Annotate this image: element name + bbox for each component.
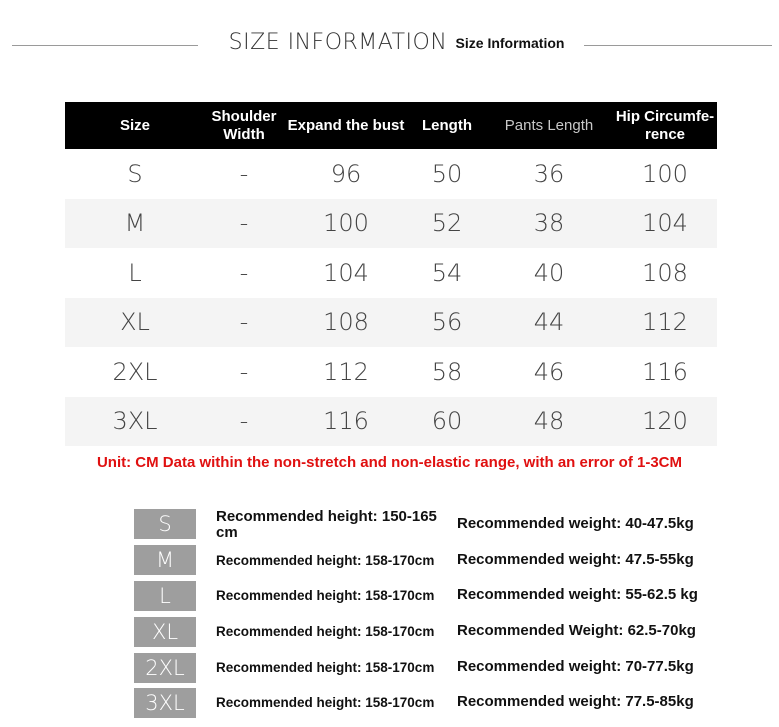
cell-bust: 108	[283, 298, 409, 348]
cell-shoulder: -	[205, 298, 283, 348]
column-header-pants-length: Pants Length	[485, 102, 613, 149]
column-header-length: Length	[409, 102, 485, 149]
cell-shoulder: -	[239, 357, 249, 386]
cell-pants-length: 40	[533, 258, 565, 287]
cell-length: 56	[409, 298, 485, 348]
recommended-height: Recommended height: 158-170cm	[216, 588, 435, 603]
recommended-height: Recommended height: 150-165 cm	[216, 508, 437, 541]
size-badge: M	[134, 545, 196, 575]
table-header-row	[65, 102, 717, 149]
recommendation-row	[0, 653, 779, 685]
recommendation-row	[0, 688, 779, 720]
cell-bust: 100	[283, 199, 409, 249]
cell-hip: 120	[613, 397, 717, 447]
header-divider-right	[584, 45, 772, 46]
cell-length: 52	[409, 199, 485, 249]
cell-bust: 96	[330, 159, 362, 188]
column-header-size: Size	[65, 102, 205, 149]
cell-pants-length: 48	[485, 397, 613, 447]
header-divider-left	[12, 45, 198, 46]
page-subtitle: Size Information	[455, 35, 565, 51]
column-header-shoulder-width: Shoulder Width	[205, 102, 283, 149]
size-badge: 3XL	[134, 688, 196, 718]
cell-bust: 104	[323, 258, 369, 287]
cell-shoulder: -	[205, 199, 283, 249]
recommendation-row	[0, 545, 779, 577]
recommended-weight: Recommended Weight: 62.5-70kg	[457, 622, 696, 639]
table-row	[65, 199, 717, 249]
unit-note: Unit: CM Data within the non-stretch and non-elastic range, with an error of 1-3CM	[96, 454, 683, 471]
cell-hip: 108	[642, 258, 688, 287]
cell-size: XL	[65, 298, 205, 348]
cell-pants-length: 38	[485, 199, 613, 249]
recommended-height: Recommended height: 158-170cm	[216, 695, 435, 710]
table-row	[65, 298, 717, 348]
cell-shoulder: -	[239, 258, 249, 287]
column-header-hip: Hip Circumfe-rence	[613, 102, 717, 149]
cell-length: 54	[431, 258, 463, 287]
table-row	[65, 149, 717, 199]
recommended-height: Recommended height: 158-170cm	[216, 624, 435, 639]
cell-shoulder: -	[205, 397, 283, 447]
size-chart-table	[65, 102, 717, 446]
size-badge: 2XL	[134, 653, 196, 683]
cell-bust: 116	[283, 397, 409, 447]
cell-size: L	[128, 258, 142, 287]
cell-pants-length: 46	[533, 357, 565, 386]
recommended-weight: Recommended weight: 77.5-85kg	[457, 693, 694, 710]
cell-size: 3XL	[65, 397, 205, 447]
cell-size: 2XL	[112, 357, 158, 386]
recommended-height: Recommended height: 158-170cm	[216, 553, 435, 568]
recommended-weight: Recommended weight: 40-47.5kg	[457, 515, 694, 532]
table-row	[65, 397, 717, 447]
recommendation-row	[0, 581, 779, 613]
cell-pants-length: 36	[533, 159, 565, 188]
page-title: SIZE INFORMATION	[228, 30, 448, 55]
recommended-height: Recommended height: 158-170cm	[216, 660, 435, 675]
recommendation-row	[0, 617, 779, 649]
size-badge: XL	[134, 617, 196, 647]
cell-shoulder: -	[239, 159, 249, 188]
recommended-weight: Recommended weight: 47.5-55kg	[457, 551, 694, 568]
cell-hip: 104	[613, 199, 717, 249]
cell-hip: 116	[642, 357, 688, 386]
cell-hip: 112	[613, 298, 717, 348]
cell-length: 60	[409, 397, 485, 447]
recommended-weight: Recommended weight: 55-62.5 kg	[457, 586, 698, 603]
cell-pants-length: 44	[485, 298, 613, 348]
cell-length: 58	[431, 357, 463, 386]
column-header-bust: Expand the bust	[283, 102, 409, 149]
size-badge: L	[134, 581, 196, 611]
table-row	[65, 248, 717, 298]
cell-size: M	[65, 199, 205, 249]
table-row	[65, 347, 717, 397]
cell-length: 50	[431, 159, 463, 188]
cell-hip: 100	[642, 159, 688, 188]
recommendation-row	[0, 509, 779, 541]
cell-size: S	[127, 159, 143, 188]
size-badge: S	[134, 509, 196, 539]
recommended-weight: Recommended weight: 70-77.5kg	[457, 658, 694, 675]
cell-bust: 112	[323, 357, 369, 386]
